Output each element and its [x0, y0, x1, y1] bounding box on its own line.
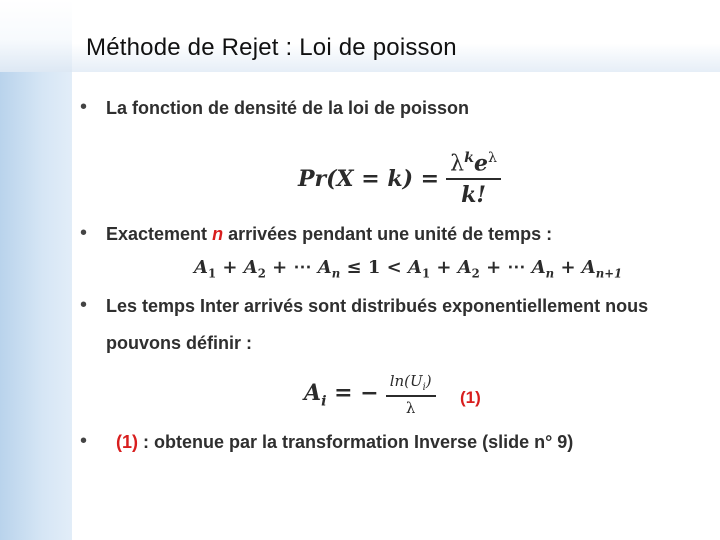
- bullet-3-line-1: Les temps Inter arrivés sont distribués exponentiellement nous: [106, 296, 649, 316]
- inverse-fraction: [386, 372, 436, 417]
- poisson-numerator: $\lambda^ke^\lambda$: [450, 150, 498, 177]
- bullet-4-glyph: •: [80, 430, 88, 452]
- left-decor-bar: [0, 0, 72, 540]
- inverse-numerator: $\ln(U_i)$: [389, 372, 432, 393]
- bullet-4-text: [116, 432, 573, 453]
- bullet-1-glyph: •: [80, 96, 88, 118]
- bullet-3-line-2: pouvons définir :: [106, 333, 252, 353]
- bullet-1-text: La fonction de densité de la loi de poisson: [106, 98, 470, 118]
- poisson-fraction: [446, 150, 501, 208]
- bullet-2-emph: n: [212, 224, 224, 244]
- bullet-2-after: arrivées pendant une unité de temps :: [223, 224, 553, 244]
- bullet-3-glyph: •: [80, 294, 88, 316]
- equation-label-1: (1): [460, 388, 481, 407]
- slide-title: Méthode de Rejet : Loi de poisson: [86, 34, 457, 61]
- bullet-2-glyph: •: [80, 222, 88, 244]
- poisson-denominator: k!: [446, 178, 501, 208]
- bullet-4-body: : obtenue par la transformation Inverse (slide n° 9): [138, 432, 574, 452]
- poisson-equation: [298, 150, 501, 208]
- bullet-2-text: [106, 224, 552, 245]
- arrivals-equation: $A_1 + A_2$ + ⋯ $A_n \le 1 < A_1 + A_2$ + ⋯ $A_n + A_{n+1}$: [194, 257, 623, 281]
- bullet-2-before: Exactement: [106, 224, 213, 244]
- inverse-equation: $A_i$ = − $\frac{\ln(U_i)}{\lambda}$: [304, 372, 436, 417]
- inverse-denominator: λ: [386, 395, 436, 417]
- bullet-4-ref: (1): [116, 432, 138, 452]
- poisson-lhs: Pr(X = k) =: [298, 166, 440, 193]
